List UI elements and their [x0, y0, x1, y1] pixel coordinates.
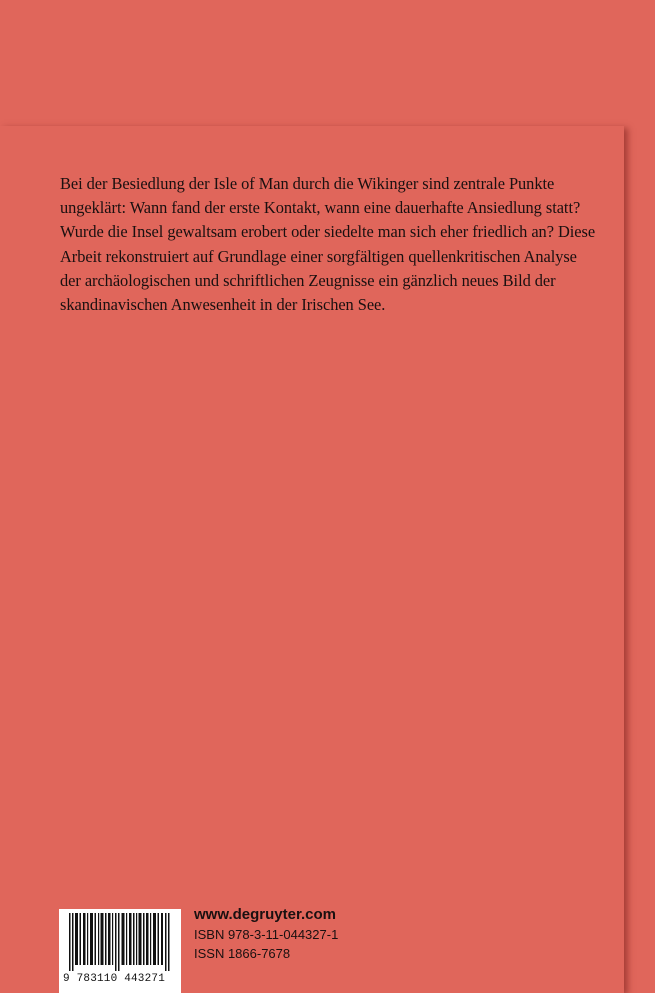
barcode-digits: 9 783110 443271 [63, 973, 166, 985]
publisher-url: www.degruyter.com [194, 906, 336, 923]
issn-number: ISSN 1866-7678 [194, 946, 291, 961]
back-cover-blurb: Bei der Besiedlung der Isle of Man durch die Wikinger sind zentrale Punkte ungeklärt: Wann fand der erste Kontakt, wann eine dauerhafte Ansiedlung statt? Wurde die Insel gewaltsam erobert oder siedelte man sich eher friedlich an? Diese Arbeit rekonstruiert auf Grundlage einer sorgfältigen quellenkritischen Analyse der archäologischen und schriftlichen Zeugnisse ein gänzlich neues Bild der skandinavischen Anwesenheit in der Irischen See. [60, 174, 596, 315]
publisher-info [194, 904, 338, 963]
isbn-number: ISBN 978-3-11-044327-1 [194, 927, 339, 942]
barcode-bars [67, 913, 173, 971]
isbn-barcode [59, 909, 181, 993]
